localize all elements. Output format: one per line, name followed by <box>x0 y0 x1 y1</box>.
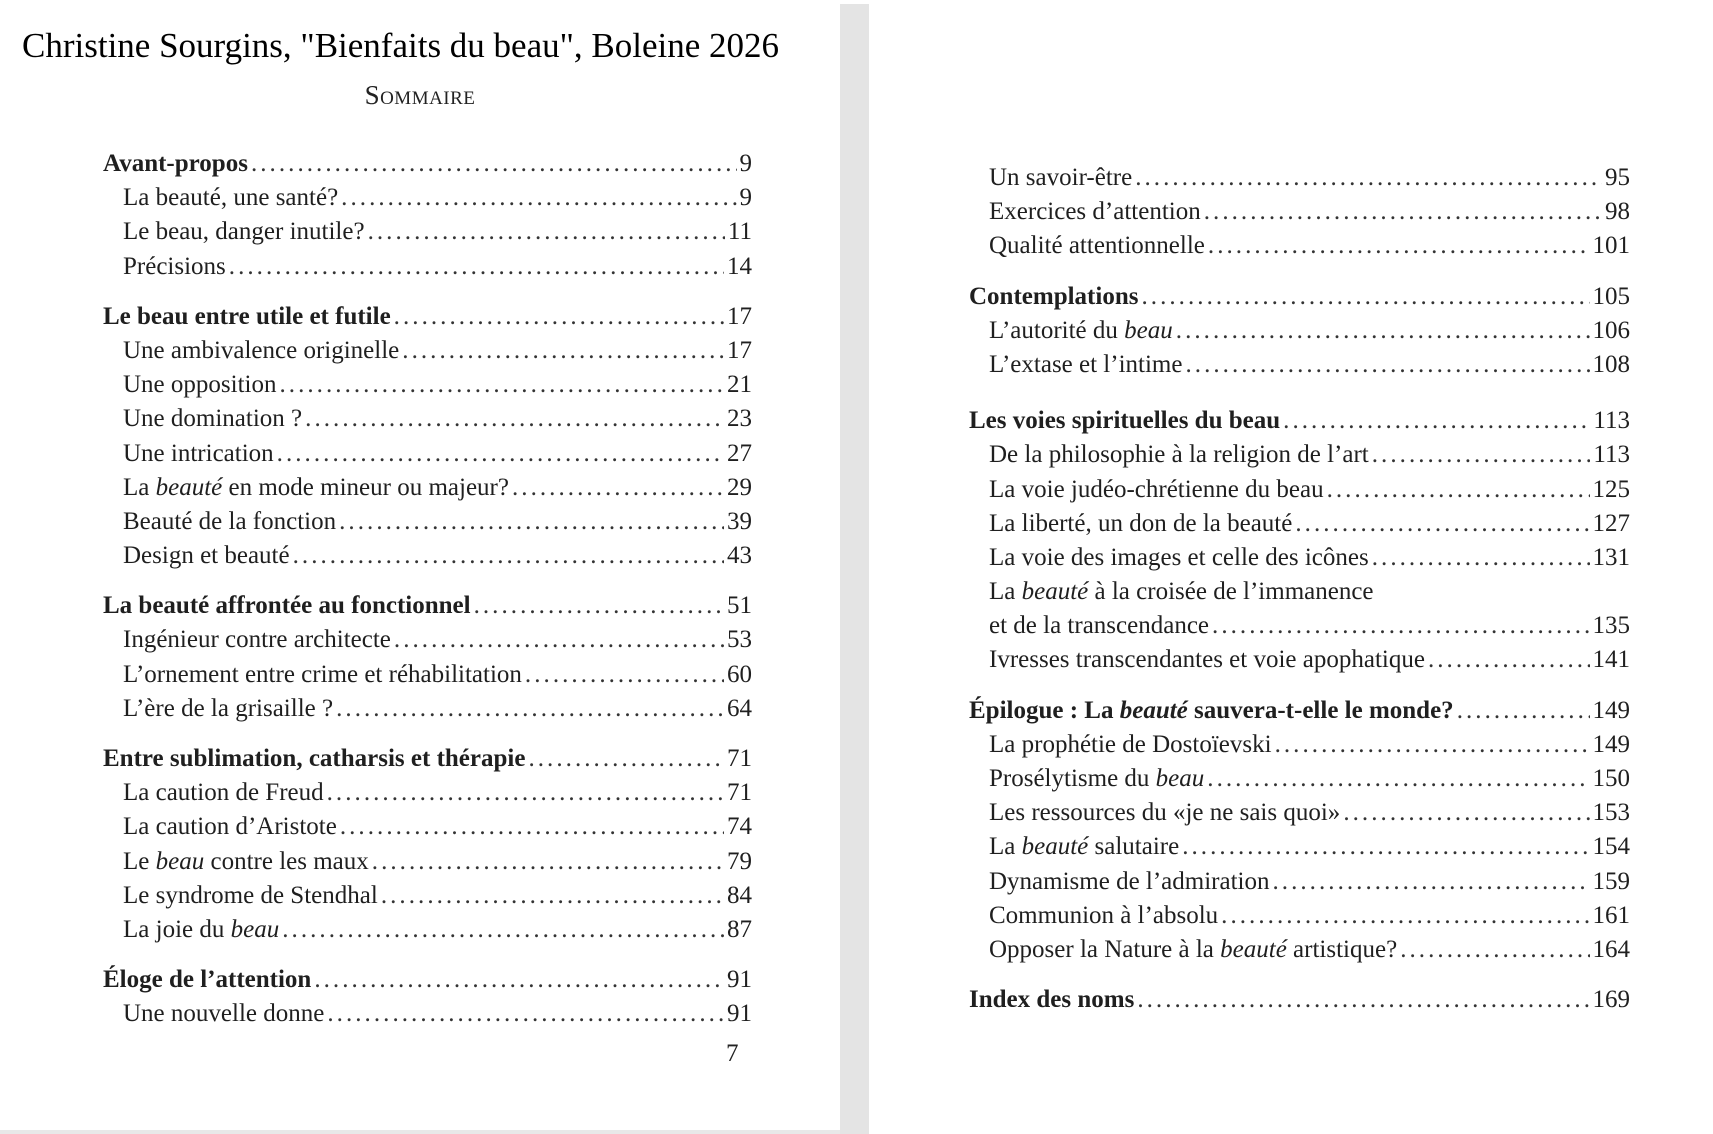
toc-page-number: 91 <box>727 966 752 994</box>
title-text: La <box>989 833 1022 861</box>
toc-entry-title <box>989 933 1397 967</box>
toc-section-entry <box>103 147 752 181</box>
toc-entry-title <box>989 575 1374 609</box>
toc-subsection-entry <box>103 471 752 505</box>
dot-leader <box>1275 728 1590 762</box>
page-gutter <box>840 4 869 1134</box>
dot-leader <box>1221 899 1589 933</box>
title-text: La joie du <box>123 915 231 943</box>
dot-leader <box>314 963 724 997</box>
dot-leader <box>1283 404 1590 438</box>
toc-entry-title <box>103 147 248 181</box>
toc-page-number: 169 <box>1592 986 1630 1014</box>
toc-subsection-entry <box>969 609 1630 643</box>
toc-page-number: 141 <box>1592 646 1630 674</box>
toc-page-number: 161 <box>1592 901 1630 929</box>
left-page <box>0 0 840 1130</box>
toc-entry-title <box>969 983 1134 1017</box>
toc-page-number: 154 <box>1592 833 1630 861</box>
toc-entry-title <box>123 810 337 844</box>
toc-section-entry <box>103 742 752 776</box>
title-text: Une nouvelle donne <box>123 1000 325 1028</box>
dot-leader <box>1176 314 1590 348</box>
toc-section-entry <box>103 589 752 623</box>
toc-page-number: 74 <box>727 813 752 841</box>
toc-subsection-entry <box>103 845 752 879</box>
toc-subsection-entry <box>103 913 752 947</box>
title-text: Les voies spirituelles du beau <box>969 407 1281 435</box>
page-number: 7 <box>726 1040 739 1067</box>
toc-entry-title <box>123 437 274 471</box>
toc-page-number: 9 <box>739 184 752 212</box>
emphasis-text: beauté <box>1119 696 1188 724</box>
emphasis-text: beau <box>155 847 205 875</box>
title-text: Le beau, danger inutile? <box>123 218 365 246</box>
title-text: La prophétie de Dostoïevski <box>989 730 1272 758</box>
dot-leader <box>1327 473 1590 507</box>
toc-subsection-entry <box>969 643 1630 677</box>
dot-leader <box>1208 229 1590 263</box>
emphasis-text: beauté <box>1021 833 1089 861</box>
toc-subsection-entry <box>103 692 752 726</box>
toc-subsection-entry <box>103 437 752 471</box>
title-text: L’ornement entre crime et réhabilitation <box>123 660 522 688</box>
toc-page-number: 64 <box>727 694 752 722</box>
document-title: Christine Sourgins, "Bienfaits du beau", Boleine 2026 <box>22 26 780 65</box>
title-text: La <box>123 473 156 501</box>
toc-entry-title <box>989 643 1425 677</box>
toc-subsection-entry <box>969 161 1630 195</box>
toc-subsection-entry <box>103 250 752 284</box>
toc-page-number: 29 <box>727 473 752 501</box>
dot-leader <box>341 181 736 215</box>
toc-page-number: 108 <box>1592 350 1630 378</box>
title-text: La voie des images et celle des icônes <box>989 543 1369 571</box>
dot-leader <box>1372 438 1591 472</box>
toc-entry-title <box>989 762 1204 796</box>
toc-entry-title <box>989 348 1182 382</box>
toc-heading: Sommaire <box>364 80 476 110</box>
toc-entry-title <box>969 404 1280 438</box>
toc-page-number: 14 <box>727 252 752 280</box>
dot-leader <box>1295 507 1589 541</box>
toc-page-number: 71 <box>727 779 752 807</box>
dot-leader <box>339 505 724 539</box>
title-text: Design et beauté <box>123 542 290 570</box>
dot-leader <box>474 589 724 623</box>
toc-subsection-entry <box>969 830 1630 864</box>
toc-subsection-entry <box>103 658 752 692</box>
toc-entry-title <box>123 334 399 368</box>
toc-page-number: 60 <box>727 660 752 688</box>
toc-subsection-entry <box>969 541 1630 575</box>
toc-page-number: 27 <box>727 439 752 467</box>
toc-entry-title <box>989 541 1369 575</box>
toc-entry-title <box>123 913 279 947</box>
toc-subsection-entry <box>969 195 1630 229</box>
dot-leader <box>512 471 724 505</box>
toc-page-number: 17 <box>727 302 752 330</box>
toc-subsection-entry <box>969 348 1630 382</box>
dot-leader <box>368 215 725 249</box>
toc-subsection-entry <box>969 473 1630 507</box>
toc-entry-title <box>969 694 1454 728</box>
dot-leader <box>279 368 724 402</box>
toc-section-entry <box>969 983 1630 1017</box>
dot-leader <box>1428 643 1590 677</box>
title-text: La voie judéo-chrétienne du beau <box>989 475 1324 503</box>
emphasis-text: beauté <box>155 473 223 501</box>
toc-subsection-entry <box>969 314 1630 348</box>
toc-subsection-entry <box>969 229 1630 263</box>
toc-page-number: 43 <box>727 542 752 570</box>
dot-leader <box>1400 933 1589 967</box>
toc-entry-title <box>123 368 276 402</box>
toc-subsection-entry <box>969 507 1630 541</box>
toc-subsection-entry <box>103 623 752 657</box>
toc-page-number: 127 <box>1592 509 1630 537</box>
toc-entry-title <box>123 879 378 913</box>
toc-section-entry <box>103 963 752 997</box>
toc-entry-title <box>103 300 391 334</box>
toc-page-number: 23 <box>727 405 752 433</box>
toc-page-number: 87 <box>727 915 752 943</box>
toc-entry-title <box>123 402 302 436</box>
emphasis-text: beauté <box>1220 935 1287 963</box>
toc-page-number: 153 <box>1592 799 1630 827</box>
dot-leader <box>1141 280 1589 314</box>
toc-page-number: 11 <box>727 218 752 246</box>
title-text: Une opposition <box>123 371 277 399</box>
toc-entry-title <box>989 830 1179 864</box>
title-text: salutaire <box>1088 833 1180 861</box>
title-text: Le syndrome de Stendhal <box>123 881 378 909</box>
toc-entry-title <box>989 609 1209 643</box>
toc-entry-title <box>989 314 1173 348</box>
title-text: Opposer la Nature à la <box>989 935 1221 963</box>
title-text: L’ère de la grisaille ? <box>123 694 334 722</box>
title-text: Entre sublimation, catharsis et thérapie <box>103 745 526 772</box>
title-text: Les ressources du «je ne sais quoi» <box>989 799 1341 827</box>
toc-page-number: 149 <box>1592 696 1630 724</box>
toc-page-number: 91 <box>727 1000 752 1028</box>
dot-leader <box>394 300 724 334</box>
dot-leader <box>336 692 724 726</box>
title-text: Qualité attentionnelle <box>989 232 1205 260</box>
toc-subsection-entry <box>103 368 752 402</box>
title-text: La caution de Freud <box>123 779 324 807</box>
toc-entry-title <box>123 776 324 810</box>
toc-page-number: 113 <box>1593 407 1630 435</box>
dot-leader <box>282 913 724 947</box>
dot-leader <box>1207 762 1589 796</box>
toc-page-number: 98 <box>1605 198 1630 226</box>
toc-subsection-entry <box>969 728 1630 762</box>
toc-entry-title <box>989 796 1340 830</box>
toc-entry-title <box>989 195 1201 229</box>
toc-subsection-entry <box>103 215 752 249</box>
toc-page-number: 101 <box>1592 232 1630 260</box>
toc-page-number: 39 <box>727 507 752 535</box>
toc-entry-title <box>103 963 311 997</box>
emphasis-text: beau <box>230 915 280 943</box>
title-text: L’extase et l’intime <box>989 350 1183 378</box>
toc-section-entry <box>969 404 1630 438</box>
toc-subsection-entry <box>969 762 1630 796</box>
toc-entry-title <box>103 742 525 776</box>
emphasis-text: beauté <box>1021 578 1089 606</box>
toc-page-number: 159 <box>1592 867 1630 895</box>
toc-entry-title <box>123 471 509 505</box>
title-text: Beauté de la fonction <box>123 507 337 535</box>
toc-page-number: 84 <box>727 881 752 909</box>
title-text: Dynamisme de l’admiration <box>989 867 1270 895</box>
toc-subsection-entry <box>969 796 1630 830</box>
toc-section-entry <box>103 300 752 334</box>
dot-leader <box>251 147 737 181</box>
dot-leader <box>402 334 724 368</box>
title-text: Précisions <box>123 252 226 280</box>
title-text: Le beau entre utile et futile <box>103 302 391 330</box>
dot-leader <box>1272 865 1589 899</box>
toc-section-entry <box>969 694 1630 728</box>
toc-subsection-entry <box>969 865 1630 899</box>
toc-entry-title <box>123 658 522 692</box>
toc-page-number: 53 <box>727 626 752 654</box>
dot-leader <box>229 250 724 284</box>
toc-entry-title <box>989 438 1369 472</box>
title-text: Avant-propos <box>103 150 248 177</box>
title-text: artistique? <box>1286 935 1398 963</box>
title-text: Un savoir-être <box>989 164 1133 191</box>
dot-leader <box>381 879 724 913</box>
dot-leader <box>1137 983 1589 1017</box>
title-text: Prosélytisme du <box>989 765 1156 792</box>
right-page <box>869 0 1713 1134</box>
title-text: Épilogue : La <box>969 696 1120 724</box>
title-text: Exercices d’attention <box>989 198 1201 226</box>
toc-page-number: 125 <box>1592 475 1630 503</box>
dot-leader <box>1343 796 1589 830</box>
dot-leader <box>340 810 724 844</box>
title-text: La <box>989 578 1022 606</box>
toc-page-number: 106 <box>1592 316 1630 344</box>
toc-entry-title <box>989 865 1269 899</box>
toc-subsection-entry <box>103 997 752 1031</box>
toc-entry-title <box>989 728 1272 762</box>
toc-page-number: 71 <box>727 745 752 772</box>
toc-page-number: 135 <box>1592 612 1630 640</box>
title-text: Ingénieur contre architecte <box>123 626 391 654</box>
title-text: à la croisée de l’immanence <box>1088 578 1374 606</box>
emphasis-text: beau <box>1124 316 1173 344</box>
title-text: La caution d’Aristote <box>123 813 337 841</box>
toc-subsection-entry <box>969 575 1630 609</box>
toc-subsection-entry <box>969 438 1630 472</box>
emphasis-text: beau <box>1155 765 1205 792</box>
toc-subsection-entry <box>103 810 752 844</box>
toc-page-number: 95 <box>1605 164 1630 191</box>
title-text: et de la transcendance <box>989 612 1210 640</box>
toc-page-number: 113 <box>1593 441 1630 469</box>
title-text: en mode mineur ou majeur? <box>222 473 509 501</box>
title-text: L’autorité du <box>989 316 1125 344</box>
dot-leader <box>293 539 724 573</box>
title-text: Index des noms <box>969 986 1135 1014</box>
toc-entry-title <box>989 899 1218 933</box>
toc-entry-title <box>123 623 391 657</box>
dot-leader <box>372 845 724 879</box>
title-text: Le <box>123 847 156 875</box>
toc-subsection-entry <box>103 334 752 368</box>
toc-entry-title <box>123 845 369 879</box>
toc-left-column <box>103 147 752 1032</box>
dot-leader <box>305 402 724 436</box>
toc-entry-title <box>989 507 1292 541</box>
toc-page-number: 164 <box>1592 935 1630 963</box>
title-text: Ivresses transcendantes et voie apophatique <box>989 646 1425 674</box>
title-text: La beauté, une santé? <box>123 184 339 212</box>
toc-subsection-entry <box>103 181 752 215</box>
toc-page-number: 149 <box>1592 730 1630 758</box>
title-text: La beauté affrontée au fonctionnel <box>103 592 471 620</box>
title-text: Une ambivalence originelle <box>123 336 400 364</box>
toc-subsection-entry <box>103 505 752 539</box>
toc-entry-title <box>989 161 1132 195</box>
toc-entry-title <box>103 589 471 623</box>
toc-page-number: 21 <box>727 371 752 399</box>
toc-section-entry <box>969 280 1630 314</box>
title-text: sauvera-t-elle le monde? <box>1187 696 1454 724</box>
dot-leader <box>528 742 724 776</box>
toc-page-number: 105 <box>1592 282 1630 310</box>
toc-page-number: 150 <box>1592 765 1630 792</box>
toc-page-number: 131 <box>1592 543 1630 571</box>
toc-entry-title <box>989 473 1324 507</box>
page-bottom-edge <box>0 1130 840 1134</box>
dot-leader <box>327 776 724 810</box>
toc-entry-title <box>123 215 365 249</box>
title-text: La liberté, un don de la beauté <box>989 509 1293 537</box>
title-text: Communion à l’absolu <box>989 901 1219 929</box>
toc-entry-title <box>989 229 1205 263</box>
dot-leader <box>1185 348 1589 382</box>
dot-leader <box>327 997 724 1031</box>
dot-leader <box>1204 195 1602 229</box>
toc-subsection-entry <box>969 899 1630 933</box>
title-text: Éloge de l’attention <box>103 966 312 994</box>
dot-leader <box>1182 830 1589 864</box>
toc-entry-title <box>123 692 333 726</box>
toc-entry-title <box>123 505 336 539</box>
title-text: contre les maux <box>204 847 369 875</box>
dot-leader <box>1135 161 1602 195</box>
dot-leader <box>394 623 724 657</box>
toc-subsection-entry <box>103 402 752 436</box>
title-text: Contemplations <box>969 282 1139 310</box>
toc-entry-title <box>123 181 338 215</box>
toc-page-number: 79 <box>727 847 752 875</box>
toc-subsection-entry <box>969 933 1630 967</box>
toc-right-column <box>969 161 1630 1017</box>
dot-leader <box>1457 694 1590 728</box>
toc-entry-title <box>969 280 1138 314</box>
toc-page-number: 51 <box>727 592 752 620</box>
title-text: De la philosophie à la religion de l’art <box>989 441 1369 469</box>
toc-entry-title <box>123 997 324 1031</box>
toc-entry-title <box>123 250 226 284</box>
toc-subsection-entry <box>103 776 752 810</box>
dot-leader <box>1372 541 1590 575</box>
toc-page-number: 17 <box>727 336 752 364</box>
toc-entry-title <box>123 539 290 573</box>
dot-leader <box>1212 609 1589 643</box>
toc-page-number: 9 <box>739 150 752 177</box>
toc-subsection-entry <box>103 539 752 573</box>
dot-leader <box>277 437 724 471</box>
title-text: Une domination ? <box>123 405 303 433</box>
dot-leader <box>525 658 724 692</box>
toc-subsection-entry <box>103 879 752 913</box>
title-text: Une intrication <box>123 439 274 467</box>
